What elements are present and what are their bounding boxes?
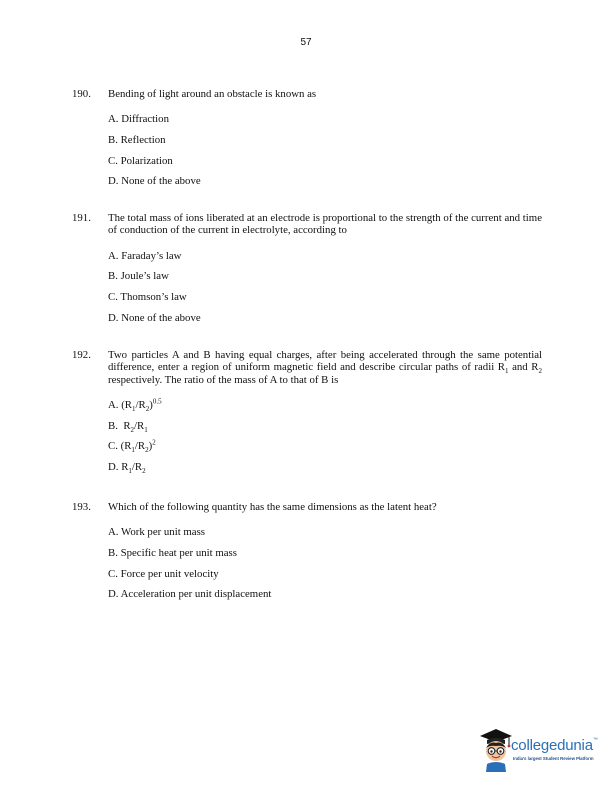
options-list — [108, 113, 542, 196]
text-part: Two particles A and B having equal charges, after being accelerated through the same potential difference, enter a region of uniform magnetic field and describe circular paths of radii R — [108, 349, 542, 374]
logo-name: collegedunia — [511, 737, 593, 754]
option-a: A. Faraday’s law — [108, 249, 182, 262]
subscript: 1 — [144, 425, 148, 434]
option-b: B. Joule’s law — [108, 270, 169, 283]
options-list — [108, 526, 542, 609]
option-letter: D. — [108, 460, 119, 473]
logo-tagline: India's largest Student Review Platform — [513, 756, 594, 761]
question-number: 193. — [72, 501, 91, 513]
question-text: Which of the following quantity has the same dimensions as the latent heat? — [108, 501, 437, 513]
question-number: 190. — [72, 88, 91, 100]
option-text: (R — [120, 440, 132, 453]
graduate-mascot-icon — [478, 724, 514, 772]
text-part: and R — [508, 361, 539, 374]
question-text: The total mass of ions liberated at an electrode is proportional to the strength of the current and time of conduction of the current in electrolyte, according to — [108, 212, 542, 237]
question-text: Bending of light around an obstacle is known as — [108, 88, 317, 100]
superscript: 0.5 — [152, 397, 162, 406]
question-text — [108, 349, 542, 386]
question-191 — [72, 212, 542, 332]
option-text: R — [121, 460, 129, 473]
option-a: A. Diffraction — [108, 113, 169, 126]
option-c: C. Thomson’s law — [108, 290, 187, 303]
option-text: /R — [134, 440, 146, 453]
superscript: 2 — [152, 438, 156, 447]
collegedunia-logo — [478, 724, 602, 774]
option-b: B. Specific heat per unit mass — [108, 546, 237, 559]
subscript: 2 — [142, 467, 146, 476]
subscript: 2 — [538, 367, 542, 376]
subscript: 1 — [132, 405, 136, 414]
option-text: ) — [149, 398, 153, 411]
subscript: 2 — [130, 425, 135, 434]
subscript: 2 — [145, 405, 150, 414]
option-c — [108, 440, 542, 461]
option-text: R — [123, 419, 131, 432]
option-c: C. Polarization — [108, 154, 173, 167]
option-text: /R — [131, 460, 143, 473]
option-text: /R — [134, 419, 145, 432]
trademark: ™ — [592, 737, 598, 743]
option-letter: A. — [108, 398, 119, 411]
option-c: C. Force per unit velocity — [108, 567, 219, 580]
question-number: 192. — [72, 349, 91, 361]
option-letter: B. — [108, 419, 118, 432]
text-part: respectively. The ratio of the mass of A to that of B is — [108, 373, 339, 386]
question-193 — [72, 501, 542, 609]
option-a — [108, 399, 542, 420]
option-d: D. Acceleration per unit displacement — [108, 588, 272, 601]
logo-wordmark — [511, 737, 598, 754]
option-b: B. Reflection — [108, 133, 166, 146]
options-list — [108, 250, 542, 333]
option-b — [108, 420, 542, 441]
option-a: A. Work per unit mass — [108, 526, 205, 539]
option-text: /R — [135, 398, 146, 411]
page-number: 57 — [300, 37, 312, 48]
option-letter: C. — [108, 440, 118, 453]
question-190 — [72, 88, 542, 196]
option-d: D. None of the above — [108, 311, 201, 324]
subscript: 2 — [145, 446, 149, 455]
subscript: 1 — [128, 467, 132, 476]
option-text: (R — [121, 398, 132, 411]
question-number: 191. — [72, 212, 91, 224]
subscript: 1 — [505, 367, 509, 376]
option-d: D. None of the above — [108, 175, 201, 188]
option-text: ) — [148, 440, 153, 453]
option-d — [108, 461, 542, 482]
subscript: 1 — [131, 446, 135, 455]
question-192 — [72, 349, 542, 482]
options-list — [108, 399, 542, 482]
